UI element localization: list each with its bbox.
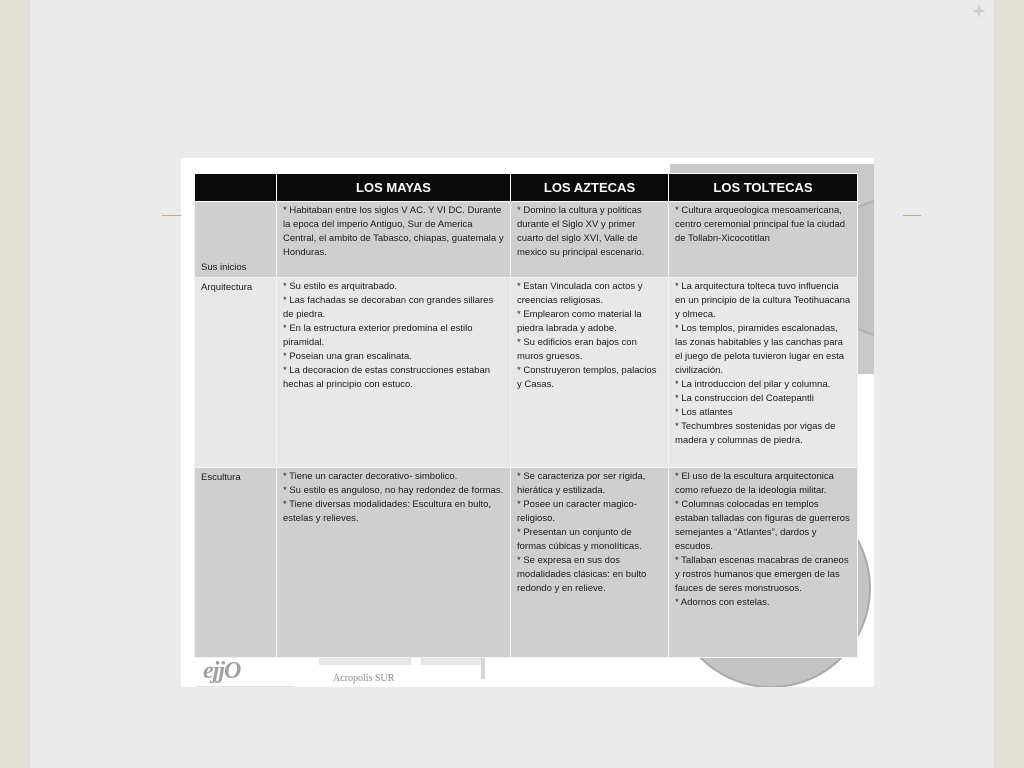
cell-bullet: * Las fachadas se decoraban con grandes sillares de piedra. xyxy=(283,295,494,320)
four-point-star-icon xyxy=(972,4,986,18)
cell-bullet: * Estan Vinculada con actos y creencias religiosas. xyxy=(517,281,643,306)
table-image xyxy=(181,158,874,687)
cell-bullet: * Habitaban entre los siglos V AC. Y VI DC. Durante la epoca del imperio Antiguo, Sur de America Central, el ambito de Tabasco, chiapas, guatemala y Honduras. xyxy=(283,205,504,258)
cell-toltecas xyxy=(669,202,858,278)
cell-aztecas xyxy=(511,278,669,468)
cell-bullet: * Techumbres sostenidas por vigas de madera y columnas de piedra. xyxy=(675,421,836,446)
cell-bullet: * Se expresa en sus dos modalidades clásicas: en bulto redondo y en relieve. xyxy=(517,555,647,594)
row-escultura xyxy=(195,468,858,658)
cell-bullet: * Los atlantes xyxy=(675,407,733,418)
table-header-row xyxy=(195,174,858,202)
cell-bullet: * Cultura arqueologica mesoamericana, centro ceremonial principal fue la ciudad de Tollabn-Xicocotitlan xyxy=(675,205,846,244)
row-sus-inicios xyxy=(195,202,858,278)
cell-bullet: * Presentan un conjunto de formas cúbicas y monolíticas. xyxy=(517,527,642,552)
cell-bullet: * Los templos, piramides escalonadas, las zonas habitables y las canchas para el juego de pelota tuvieron lugar en esta civilización. xyxy=(675,323,845,376)
header-aztecas: LOS AZTECAS xyxy=(511,174,669,202)
cell-bullet: * Tiene un caracter decorativo- simbolico. xyxy=(283,471,458,482)
cell-bullet: * Construyeron templos, palacios y Casas. xyxy=(517,365,657,390)
cell-bullet: * Poseian una gran escalinata. xyxy=(283,351,412,362)
cell-aztecas xyxy=(511,468,669,658)
header-toltecas: LOS TOLTECAS xyxy=(669,174,858,202)
comparison-table xyxy=(194,173,858,658)
header-blank xyxy=(195,174,277,202)
footer-caption: Acropolis SUR xyxy=(333,673,395,684)
cell-bullet: * Domino la cultura y politicas durante el Siglo XV y primer cuarto del siglo XVI, Valle de mexico su principal escenario. xyxy=(517,205,645,258)
cell-bullet: * Emplearon como material la piedra labrada y adobe. xyxy=(517,309,642,334)
cell-bullet: * Su estilo es anguloso, no hay redondez de formas. xyxy=(283,485,504,496)
row-arquitectura xyxy=(195,278,858,468)
cell-bullet: * La construccion del Coatepantli xyxy=(675,393,814,404)
cell-bullet: * Columnas colocadas en templos estaban talladas con figuras de guerreros semejantes a “Atlantes”, dardos y escudos. xyxy=(675,499,850,552)
accent-line-right xyxy=(903,215,921,216)
cell-bullet: * Se caracteriza por ser rígida, hierática y estilizada. xyxy=(517,471,646,496)
row-label: Escultura xyxy=(195,468,277,658)
header-mayas: LOS MAYAS xyxy=(277,174,511,202)
cell-bullet: * El uso de la escultura arquitectonica como refuezo de la ideologia militar. xyxy=(675,471,834,496)
row-label: Arquitectura xyxy=(195,278,277,468)
cell-bullet: * Su edificios eran bajos con muros gruesos. xyxy=(517,337,637,362)
cell-bullet: * Adornos con estelas. xyxy=(675,597,770,608)
cell-bullet: * En la estructura exterior predomina el estilo piramidal. xyxy=(283,323,473,348)
cell-bullet: * Tiene diversas modalidades: Escultura en bulto, estelas y relieves. xyxy=(283,499,492,524)
cell-bullet: * Su estilo es arquitrabado. xyxy=(283,281,398,292)
cell-bullet: * La arquitectura tolteca tuvo influencia en un principio de la cultura Teotihuacana y olmeca. xyxy=(675,281,851,320)
cell-mayas xyxy=(277,468,511,658)
row-label: Sus inicios xyxy=(195,202,277,278)
cell-mayas xyxy=(277,202,511,278)
cell-aztecas xyxy=(511,202,669,278)
cell-bullet: * Tallaban escenas macabras de craneos y rostros humanos que emergen de las fauces de seres monstruosos. xyxy=(675,555,849,594)
cell-toltecas xyxy=(669,278,858,468)
cell-bullet: * La introduccion del pilar y columna. xyxy=(675,379,831,390)
cell-bullet: * Posee un caracter magico-religioso. xyxy=(517,499,637,524)
cell-toltecas xyxy=(669,468,858,658)
watermark-logo: ejjO xyxy=(203,658,241,684)
cell-bullet: * La decoracion de estas construcciones estaban hechas al principio con estuco. xyxy=(283,365,491,390)
cell-mayas xyxy=(277,278,511,468)
